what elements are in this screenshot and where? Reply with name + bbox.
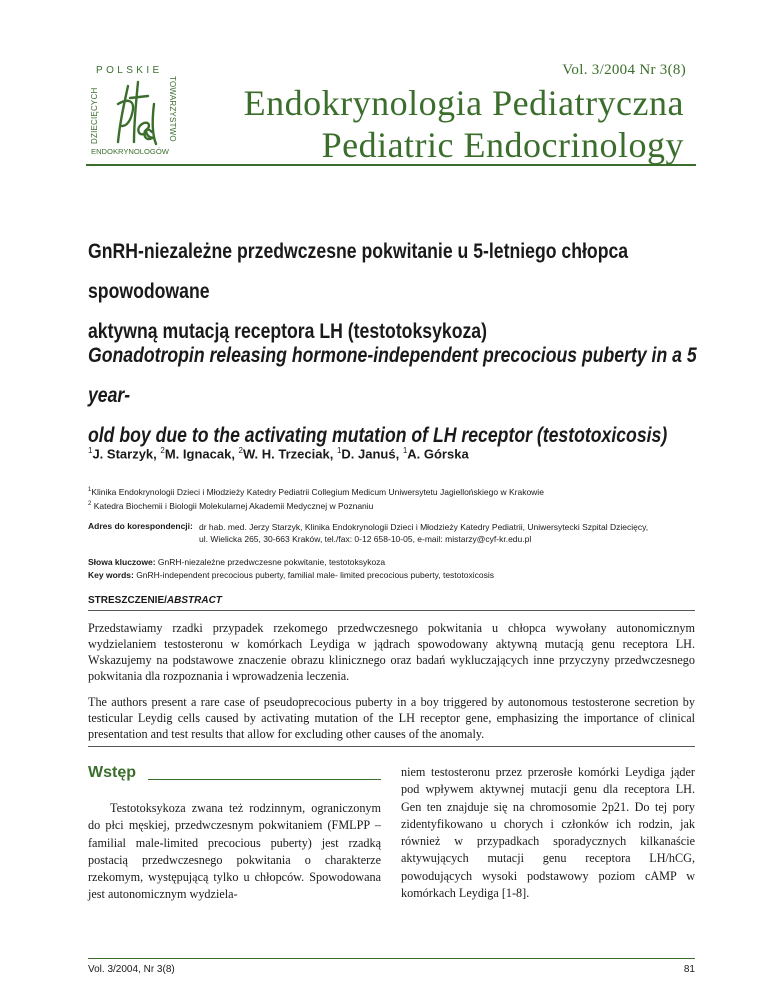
- correspondence-line: ul. Wielicka 265, 30-663 Kraków, tel./fax: 0-12 658-10-05, e-mail: mistarzy@cyf-kr.edu.pl: [199, 534, 532, 544]
- body-paragraph: Testotoksykoza zwana też rodzinnym, ograniczonym do płci męskiej, przedwczesnym pokwitaniem (FMLPP – familial male-limited precocious puberty) jest rzadką postacią przedwczesnego pokwitania o charakterze rzekomym, występującą tylko u chłopców. Spowodowana jest autonomicznym wydziela-: [88, 801, 381, 902]
- correspondence-label: Adres do korespondencji:: [88, 521, 193, 531]
- author-name: M. Ignacak: [164, 446, 232, 462]
- correspondence-line: dr hab. med. Jerzy Starzyk, Klinika Endokrynologii Dzieci i Młodzieży Katedry Pediatrii, Uniwersytecki Szpital Dziecięcy,: [199, 522, 649, 532]
- section-heading-rule: [148, 779, 381, 780]
- article-title-pl-line1: GnRH-niezależne przedwczesne pokwitanie u 5-letniego chłopca spowodowane: [88, 240, 629, 303]
- body-paragraph: niem testosteronu przez przerosłe komórki Leydiga jąder pod wpływem aktywnej mutacji genu dla receptora LH. Gen ten znajduje się na chromosomie 2p21. Do tej pory zidentyfikowano u chorych i członków ich rodzin, jak również w przypadkach sporadycznych kilkanaście aktywujących mutacji genu receptora LH/hCG, powodujących wysoki podstawowy poziom cAMP w komórkach Leydiga [1-8].: [401, 765, 695, 901]
- article-title-pl-line2: aktywną mutacją receptora LH (testotoksykoza): [88, 320, 487, 343]
- affiliations: [88, 484, 544, 512]
- keywords-en-text: GnRH-independent precocious puberty, familial male- limited precocious puberty, testotoxicosis: [133, 570, 494, 580]
- author-name: J. Starzyk: [92, 446, 154, 462]
- affiliation-text: Katedra Biochemii i Biologii Molekularnej Akademii Medycznej w Poznaniu: [91, 500, 374, 511]
- affiliation-item: [88, 484, 544, 498]
- author-name: A. Górska: [407, 446, 469, 462]
- author-affil-sup: 1: [336, 446, 342, 455]
- logo-right-text: TOWARZYSTWO: [168, 76, 177, 142]
- keywords-en-label: Key words:: [88, 570, 134, 580]
- section-heading: Wstęp: [88, 764, 136, 781]
- abstract-heading-en: ABSTRACT: [166, 595, 222, 606]
- author-name: D. Januś: [341, 446, 396, 462]
- logo-left-text: DZIECIĘCYCH: [90, 87, 99, 144]
- keywords-pl-text: GnRH-niezależne przedwczesne pokwitanie, testotoksykoza: [155, 557, 386, 567]
- society-logo: [88, 64, 180, 156]
- article-title-en-line1: Gonadotropin releasing hormone-independent precocious puberty in a 5 year-: [88, 344, 697, 407]
- abstract-divider-top: [88, 610, 695, 611]
- journal-title-en: Pediatric Endocrinology: [321, 125, 684, 165]
- header-divider: [86, 164, 696, 166]
- author-list: $^1$J. Starzyk, $^2$M. Ignacak, $^2$W. H. Trzeciak, $^1$D. Januś, $^1$A. Górska: [88, 446, 469, 462]
- author-affil-sup: 1: [88, 446, 93, 455]
- abstract-heading-pl: STRESZCZENIE/: [88, 595, 167, 606]
- affiliation-item: [88, 498, 544, 512]
- abstract-heading: [88, 595, 222, 606]
- body-column-right: [401, 764, 695, 902]
- logo-bottom-text: ENDOKRYNOLOGÓW: [91, 147, 169, 156]
- author-affil-sup: 1: [402, 446, 408, 455]
- keywords-pl: [88, 557, 385, 567]
- correspondence-address: [199, 521, 699, 545]
- footer-divider: [88, 958, 695, 959]
- keywords-en: [88, 570, 494, 580]
- affiliation-sup: 2: [88, 500, 92, 507]
- logo-top-text: POLSKIE: [96, 65, 163, 76]
- author-name: W. H. Trzeciak: [243, 446, 330, 462]
- abstract-en: The authors present a rare case of pseudoprecocious puberty in a boy triggered by autonomous testosterone secretion by testicular Leydig cells caused by activating mutation of the LH receptor gene, emphasizing the importance of clinical presentation and test results that allow for excluding other causes of the anomaly.: [88, 695, 695, 741]
- logo-mark-icon: [88, 64, 180, 156]
- author-affil-sup: 2: [238, 446, 243, 455]
- article-title-en: [88, 336, 708, 456]
- volume-label: Vol. 3/2004 Nr 3(8): [562, 62, 686, 78]
- abstract-divider-bottom: [88, 746, 695, 747]
- journal-title-pl: Endokrynologia Pediatryczna: [243, 83, 684, 123]
- affiliation-sup: 1: [88, 487, 92, 493]
- footer-volume: Vol. 3/2004, Nr 3(8): [88, 964, 175, 975]
- affiliation-text: Klinika Endokrynologii Dzieci i Młodzieży Katedry Pediatrii Collegium Medicum Uniwersytetu Jagiellońskiego w Krakowie: [91, 486, 544, 497]
- body-column-left: [88, 800, 381, 904]
- article-title-pl: [88, 232, 708, 352]
- article-title-en-line2: old boy due to the activating mutation of LH receptor (testotoxicosis): [88, 424, 668, 447]
- abstract-pl: Przedstawiamy rzadki przypadek rzekomego przedwczesnego pokwitania u chłopca wywołany autonomicznym wydzielaniem testosteronu w komórkach Leydiga w jądrach spowodowany aktywną mutacją genu receptora LH. Wskazujemy na podstawowe znaczenie obrazu klinicznego oraz badań wykluczających inne przyczyny przedwczesnego pokwitania dla rozpoznania i wprowadzenia leczenia.: [88, 621, 695, 683]
- keywords-pl-label: Słowa kluczowe:: [88, 557, 156, 567]
- page-number: 81: [683, 964, 695, 975]
- author-affil-sup: 2: [160, 446, 165, 455]
